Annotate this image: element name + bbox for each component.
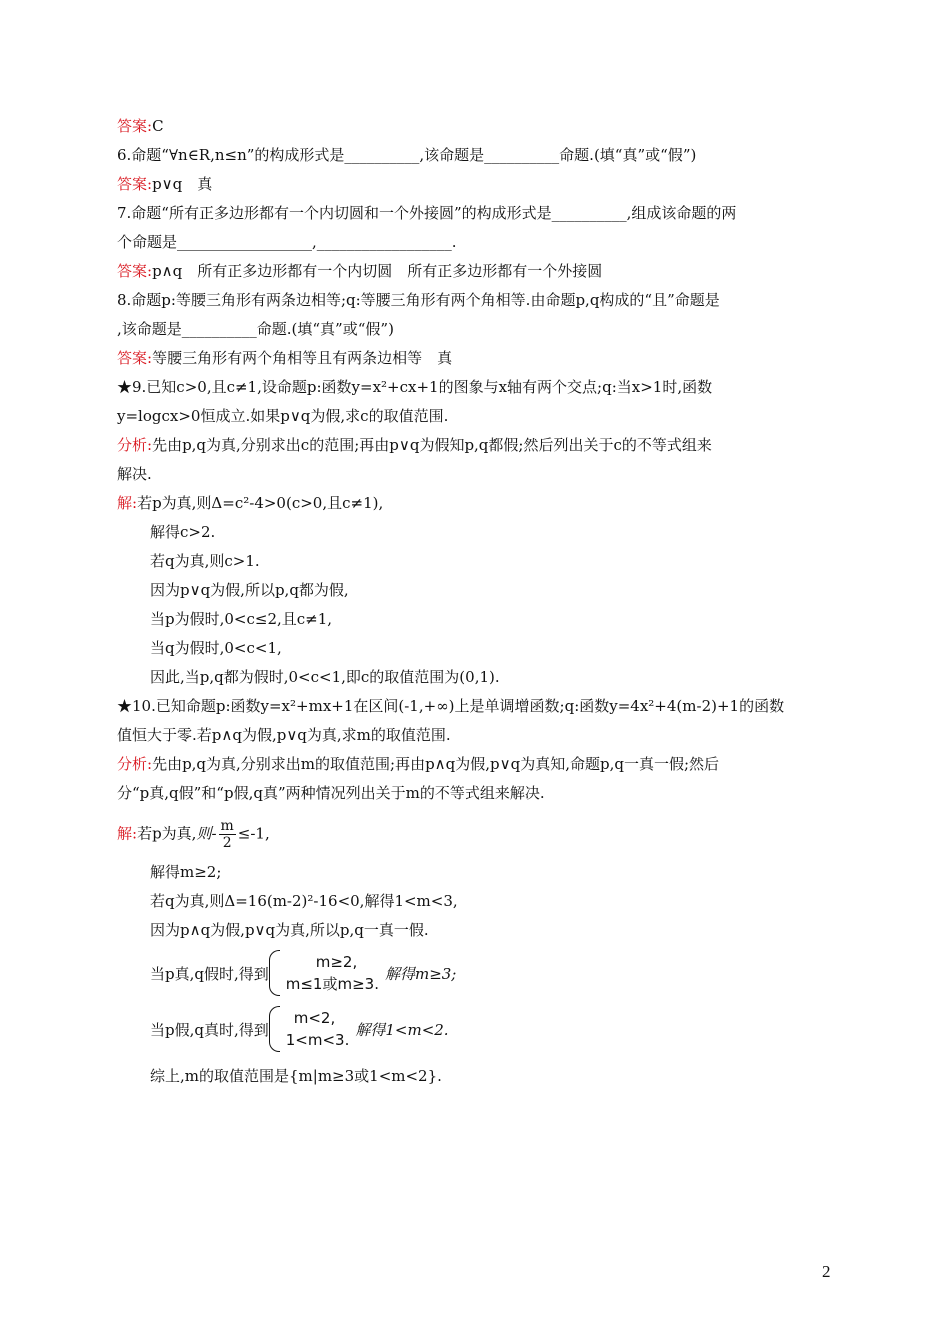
line-text: 若q为真,则Δ=16(m-2)²-16<0,解得1<m<3, (150, 892, 458, 910)
line-text: p∨q 真 (152, 175, 213, 193)
text-line (117, 493, 383, 513)
line-text: 解得c>2. (150, 523, 216, 541)
case1-pre: 当p真,q假时,得到 (150, 964, 269, 983)
case2-inequalities (286, 1007, 350, 1051)
line-text: 等腰三角形有两个角相等且有两条边相等 真 (152, 349, 453, 367)
line-text: 6.命题“∀n∈R,n≤n”的构成形式是__________,该命题是__________命题.(填“真”或“假”) (117, 146, 697, 164)
text-line (117, 319, 394, 339)
text-line (117, 377, 712, 397)
line-text: 当q为假时,0<c<1, (150, 639, 282, 657)
fraction-m-over-2 (219, 818, 236, 851)
text-line (117, 435, 712, 455)
line-text: 7.命题“所有正多边形都有一个内切圆和一个外接圆”的构成形式是__________,组成该命题的两 (117, 204, 737, 222)
text-line (117, 725, 451, 745)
line-text: 因为p∧q为假,p∨q为真,所以p,q一真一假. (150, 921, 429, 939)
conclusion: 综上,m的取值范围是{m|m≥3或1<m<2}. (150, 1067, 442, 1085)
case2-pre: 当p假,q真时,得到 (150, 1020, 269, 1039)
text-line (117, 290, 720, 310)
text-line (150, 551, 260, 571)
text-line (117, 464, 152, 484)
answer-label: 答案: (117, 117, 153, 135)
text-line (117, 116, 164, 136)
text-line (117, 754, 719, 774)
line-text: y=logcx>0恒成立.如果p∨q为假,求c的取值范围. (117, 407, 449, 425)
line-text: 分“p真,q假”和“p假,q真”两种情况列出关于m的不等式组来解决. (117, 784, 545, 802)
line-text: ,该命题是__________命题.(填“真”或“假”) (117, 320, 394, 338)
line-text: ★9.已知c>0,且c≠1,设命题p:函数y=x²+cx+1的图象与x轴有两个交点;q:当x>1时,函数 (117, 378, 713, 396)
answer-label: 答案: (117, 262, 153, 280)
line-text: 若q为真,则c>1. (150, 552, 260, 570)
answer-label: 分析: (117, 755, 153, 773)
fraction-numerator: m (220, 818, 234, 834)
text-line (117, 783, 545, 803)
answer-label: 答案: (117, 175, 153, 193)
line-text: 先由p,q为真,分别求出m的取值范围;再由p∧q为假,p∨q为真知,命题p,q一真一假;然后 (152, 755, 720, 773)
sol10-ze: 则- (196, 824, 217, 843)
text-line (117, 174, 212, 194)
text-line (150, 609, 332, 629)
case1-system (150, 950, 456, 996)
case2-post: 解得1<m<2. (355, 1020, 449, 1039)
sol10-post: ≤-1, (237, 824, 270, 843)
text-line (150, 667, 500, 687)
text-line (117, 348, 452, 368)
text-line (150, 580, 349, 600)
line-text: p∧q 所有正多边形都有一个内切圆 所有正多边形都有一个外接圆 (152, 262, 603, 280)
line-text: 因为p∨q为假,所以p,q都为假, (150, 581, 349, 599)
line-text: 解决. (117, 465, 152, 483)
text-line (117, 203, 736, 223)
fraction-denominator: 2 (222, 835, 232, 851)
case2-line2: 1<m<3. (285, 1031, 350, 1049)
answer-label: 分析: (117, 436, 153, 454)
text-line (150, 920, 429, 940)
case1-post: 解得m≥3; (384, 964, 457, 983)
line-text: 若p为真,则Δ=c²-4>0(c>0,且c≠1), (137, 494, 384, 512)
case1-line1: m≥2, (315, 953, 358, 971)
line-text: 值恒大于零.若p∧q为假,p∨q为真,求m的取值范围. (117, 726, 451, 744)
text-line (117, 406, 448, 426)
text-line (150, 862, 221, 882)
line-text: ★10.已知命题p:函数y=x²+mx+1在区间(-1,+∞)上是单调增函数;q:函数y=4x²+4(m-2)+1的函数 (117, 697, 785, 715)
text-line (150, 522, 215, 542)
answer-label: 解: (117, 494, 138, 512)
line-text: 当p为假时,0<c≤2,且c≠1, (150, 610, 333, 628)
text-line (117, 232, 457, 252)
text-line (150, 638, 282, 658)
text-line (150, 891, 458, 911)
line-text: 因此,当p,q都为假时,0<c<1,即c的取值范围为(0,1). (150, 668, 500, 686)
case2-line1: m<2, (293, 1009, 336, 1027)
line-text: 解得m≥2; (150, 863, 222, 881)
text-line (117, 696, 784, 716)
answer-label: 答案: (117, 349, 153, 367)
brace-icon (269, 950, 280, 996)
page-number: 2 (822, 1262, 831, 1281)
case1-line2: m≤1或m≥3. (285, 975, 379, 993)
solution-label: 解: (117, 824, 138, 843)
case1-inequalities (286, 951, 379, 995)
solution10-first-line (117, 818, 270, 851)
line-text: 先由p,q为真,分别求出c的范围;再由p∨q为假知p,q都假;然后列出关于c的不等式组来 (152, 436, 712, 454)
line-text: 个命题是__________________,__________________. (117, 233, 457, 251)
line-text: 8.命题p:等腰三角形有两条边相等;q:等腰三角形有两个角相等.由命题p,q构成的“且”命题是 (117, 291, 720, 309)
text-line (117, 145, 696, 165)
text-line (117, 261, 602, 281)
sol10-pre: 若p为真, (137, 824, 197, 843)
case2-system (150, 1006, 449, 1052)
brace-icon (269, 1006, 280, 1052)
line-text: C (152, 117, 164, 135)
